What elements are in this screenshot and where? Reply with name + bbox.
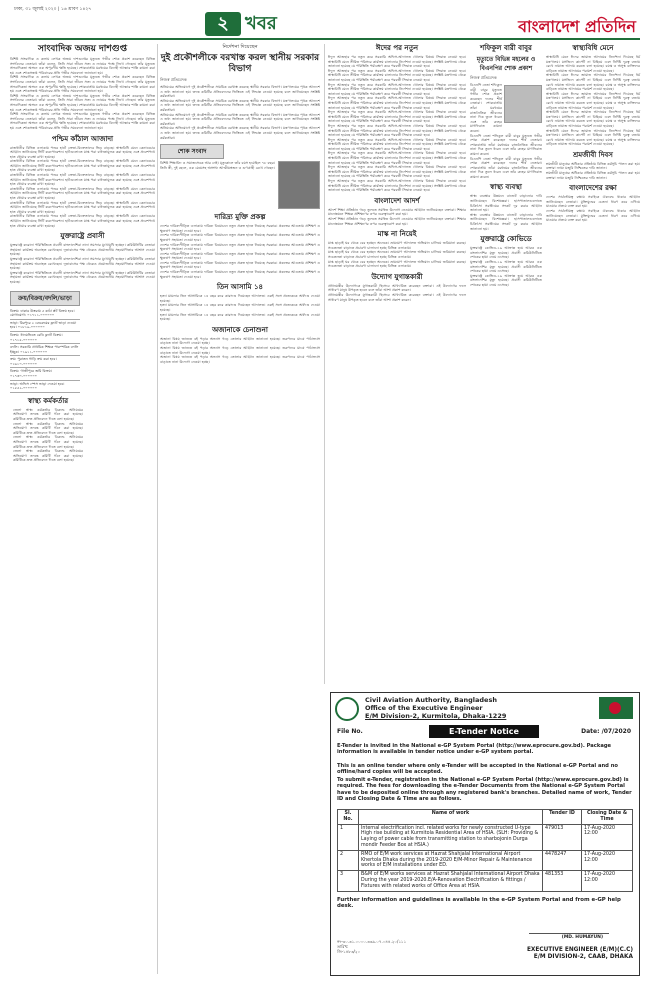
- table-cell: Internal electrification incl. related works for newly constructed U-type High rise building at Kurmitola Residential Area of HSIA. (SLH: Providing & Laying of power cable from transmitting station to sharbojonin Durga mondir Feeder Box at HSIA.): [359, 824, 543, 850]
- article-title: উদ্যোগ যুগান্তকারী: [371, 272, 423, 281]
- tender-date: Date: /07/2020: [581, 728, 631, 735]
- classified-item: ভাড়া: মিরপুরে ২ বেডরুমের ফ্ল্যাট ভাড়া দেওয়া হবে। ০১৮১৯-০০০০০০: [10, 320, 80, 332]
- article-body: যুক্তরাষ্ট্রে কোভিড-১৯ আক্রান্ত হয়ে আরও এক বাংলাদেশির মৃত্যু হয়েছে। প্রবাসী কমিউনিটিতে শোকের ছায়া নেমে এসেছে।: [470, 246, 542, 260]
- article: [546, 44, 640, 147]
- article: [470, 183, 542, 231]
- article: [328, 230, 466, 269]
- article-body: প্রধানমন্ত্রীর উদ্যোগকে যুগান্তকারী হিসেবে আখ্যায়িত করেছেন বক্তারা। এই উদ্যোগের ফলে সাধারণ মানুষ উপকৃত হবেন বলে তাঁরা আশা প্রকাশ করেন।: [328, 283, 466, 293]
- column-1: [10, 44, 155, 467]
- article-body: বিএনপি নেতা শফিকুল বারী বাবুর মৃত্যুতে গভীর শোক প্রকাশ করেছেন দলের শীর্ষ নেতারা। শোকবার্তায় তাঁরা মরহুমের রাজনৈতিক জীবনের নানা দিক তুলে ধরেন এবং তাঁর রুহের মাগফিরাত কামনা করেন।: [470, 83, 502, 133]
- column-header: Tender ID: [543, 810, 582, 825]
- header-rule: [10, 38, 640, 40]
- article-body: মাস্ক ছাড়াই ঘর থেকে বের হচ্ছেন অনেকে। ভ্রাম্যমাণ আদালত অভিযান চালিয়ে জরিমানা করছে। সচেতনতা বাড়াতে প্রচারণা চালানো হচ্ছে বিভিন্ন এলাকায়।: [328, 241, 466, 250]
- column-header: Closing Date & Time: [582, 810, 633, 825]
- column-divider: [157, 44, 158, 974]
- column-header: Sl. No.: [338, 810, 359, 825]
- article-body: স্বাস্থ্য ব্যবস্থার উন্নয়নে বাজেট বাড়ানোর দাবি জানিয়েছেন বিশেষজ্ঞরা। হাসপাতালগুলোতে চিকিৎসা সরঞ্জামের সংকট দূর করার আহ্বান জানানো হয়।: [470, 194, 542, 213]
- article-body: স্বাস্থ্যবিধি মেনে ঈদের জামাত আদায়ের নির্দেশনা দিয়েছে ধর্ম মন্ত্রণালয়। মসজিদে কার্পেট না বিছিয়ে এবং নির্দিষ্ট দূরত্ব বজায় রেখে নামাজ আদায় করতে বলা হয়েছে। বয়স্ক ও অসুস্থ ব্যক্তিদের বাড়িতে নামাজ আদায়ের পরামর্শ দেওয়া হয়েছে।: [546, 91, 640, 110]
- table-cell: 17-Aug-2020 12:00: [582, 871, 633, 891]
- article-body: স্বাস্থ্যবিধি মেনে ঈদের জামাত আদায়ের নির্দেশনা দিয়েছে ধর্ম মন্ত্রণালয়। মসজিদে কার্পেট না বিছিয়ে এবং নির্দিষ্ট দূরত্ব বজায় রেখে নামাজ আদায় করতে বলা হয়েছে। বয়স্ক ও অসুস্থ ব্যক্তিদের বাড়িতে নামাজ আদায়ের পরামর্শ দেওয়া হয়েছে।: [546, 73, 640, 92]
- article-body: দেশের সার্বভৌমত্ব রক্ষায় সবাইকে ঐক্যবদ্ধ থাকার আহ্বান জানিয়েছেন নেতারা। মুক্তিযুদ্ধের চেতনা ধারণ করে এগিয়ে যাওয়ার প্রত্যয় ব্যক্ত করা হয়।: [546, 209, 640, 223]
- newspaper-logo: বাংলাদেশ প্রতিদিন: [518, 17, 636, 36]
- article-body: অনিয়মের অভিযোগে দুই প্রকৌশলীকে সাময়িক বরখাস্ত করেছে স্থানীয় সরকার বিভাগ। মন্ত্রণালয়ের পৃথক আদেশে এ তথ্য জানানো হয়। তদন্ত কমিটির প্রতিবেদনের ভিত্তিতে এই সিদ্ধান্ত নেওয়া হয়েছে বলে জানিয়েছেন সংশ্লিষ্ট কর্মকর্তারা।: [160, 98, 320, 112]
- article-body: অনিয়মের অভিযোগে দুই প্রকৌশলীকে সাময়িক বরখাস্ত করেছে স্থানীয় সরকার বিভাগ। মন্ত্রণালয়ের পৃথক আদেশে এ তথ্য জানানো হয়। তদন্ত কমিটির প্রতিবেদনের ভিত্তিতে এই সিদ্ধান্ত নেওয়া হয়েছে বলে জানিয়েছেন সংশ্লিষ্ট কর্মকর্তারা।: [160, 85, 320, 99]
- article-body: ঈদুল আজহার পর নতুন করে সরকারি অফিস-আদালত খোলার বিষয়ে সিদ্ধান্ত নেওয়া হবে। স্বাস্থ্যবিধি মেনে সীমিত পরিসরে কার্যক্রম চালানোর নির্দেশনা দেওয়া হয়েছে। সংশ্লিষ্ট মন্ত্রণালয় থেকে জানানো হয়েছে যে পরিস্থিতি পর্যবেক্ষণ করে পরবর্তী সিদ্ধান্ত নেওয়া হবে।: [328, 82, 466, 96]
- article-body: বিশিষ্ট সাংবাদিক ও কলাম লেখক অজয় দাশগুপ্তের মৃত্যুতে গভীর শোক প্রকাশ করেছেন বিভিন্ন সংগঠনের নেতারা। তাঁরা বলেন, তিনি সারা জীবন সত্য ও ন্যায়ের পক্ষে লিখে গেছেন। তাঁর মৃত্যুতে সাংবাদিকতা অঙ্গনে এক অপূরণীয় ক্ষতি হয়েছে। শোকবার্তায় মরহুমের বিদেহী আত্মার শান্তি কামনা করা হয় এবং শোকসন্তপ্ত পরিবারের প্রতি গভীর সমবেদনা জানানো হয়।: [10, 57, 155, 75]
- classified-item: বদলি: সরকারি প্রাথমিক শিক্ষক পারস্পরিক বদলি ইচ্ছুক। ০১৯১১-০০০০০০: [10, 344, 80, 356]
- article-title: যুক্তরাষ্ট্রে কোভিডে: [480, 235, 532, 244]
- article-body: আদর্শ শিক্ষা প্রতিষ্ঠান গড়ে তুলতে সমন্বিত উদ্যোগ নেওয়ার আহ্বান জানিয়েছেন বক্তারা। শিক্ষার মানোন্নয়নে শিক্ষক প্রশিক্ষণের ওপর গুরুত্বারোপ করা হয়।: [328, 217, 466, 226]
- article-body: ঈদুল আজহার পর নতুন করে সরকারি অফিস-আদালত খোলার বিষয়ে সিদ্ধান্ত নেওয়া হবে। স্বাস্থ্যবিধি মেনে সীমিত পরিসরে কার্যক্রম চালানোর নির্দেশনা দেওয়া হয়েছে। সংশ্লিষ্ট মন্ত্রণালয় থেকে জানানো হয়েছে যে পরিস্থিতি পর্যবেক্ষণ করে পরবর্তী সিদ্ধান্ত নেওয়া হবে।: [328, 123, 466, 138]
- article: [470, 44, 542, 179]
- article: [10, 232, 155, 284]
- article-byline: নিজস্ব প্রতিবেদক: [470, 75, 497, 80]
- article: [328, 197, 466, 226]
- article-body: দেশের দারিদ্র্যপীড়িত এলাকায় দারিদ্র্য বিমোচনে নতুন প্রকল্প হাতে নিয়েছে সরকার। প্রকল্পের আওতায় প্রশিক্ষণ ও ক্ষুদ্রঋণ সহায়তা দেওয়া হবে।: [160, 260, 320, 270]
- article-body: রাজধানীর বিভিন্ন এলাকায় পশুর হাটে ক্রেতা-বিক্রেতাদের ভিড় বাড়ছে। স্বাস্থ্যবিধি মেনে কেনাবেচার আহ্বান জানিয়েছে সিটি করপোরেশন। হাটগুলোতে মাস্ক পরা বাধ্যতামূলক করা হয়েছে এবং প্রবেশপথে হাত ধোয়ার ব্যবস্থা রাখা হয়েছে।: [10, 173, 155, 187]
- article-title: স্বাস্থ্য কর্মকর্তার: [27, 396, 69, 405]
- article-body: বিএনপি নেতা শফিকুল বারী বাবুর মৃত্যুতে গভীর শোক প্রকাশ করেছেন দলের শীর্ষ নেতারা। শোকবার্তায় তাঁরা মরহুমের রাজনৈতিক জীবনের নানা দিক তুলে ধরেন এবং তাঁর রুহের মাগফিরাত কামনা করেন।: [470, 133, 542, 156]
- column-3: [328, 44, 466, 306]
- article-body: রাজধানীর বিভিন্ন এলাকায় পশুর হাটে ক্রেতা-বিক্রেতাদের ভিড় বাড়ছে। স্বাস্থ্যবিধি মেনে কেনাবেচার আহ্বান জানিয়েছে সিটি করপোরেশন। হাটগুলোতে মাস্ক পরা বাধ্যতামূলক করা হয়েছে এবং প্রবেশপথে হাত ধোয়ার ব্যবস্থা রাখা হয়েছে।: [10, 200, 155, 214]
- article-body: মাস্ক ছাড়াই ঘর থেকে বের হচ্ছেন অনেকে। ভ্রাম্যমাণ আদালত অভিযান চালিয়ে জরিমানা করছে। সচেতনতা বাড়াতে প্রচারণা চালানো হচ্ছে বিভিন্ন এলাকায়।: [328, 259, 466, 269]
- article: [160, 144, 320, 209]
- table-cell: 17-Aug-2020 12:00: [582, 850, 633, 870]
- classified-item: ক্রয়: পুরাতন গাড়ি ক্রয় করা হবে। ০১৬১০-০০০০০০: [10, 356, 80, 368]
- article-body: অনিয়মের অভিযোগে দুই প্রকৌশলীকে সাময়িক বরখাস্ত করেছে স্থানীয় সরকার বিভাগ। মন্ত্রণালয়ের পৃথক আদেশে এ তথ্য জানানো হয়। তদন্ত কমিটির প্রতিবেদনের ভিত্তিতে এই সিদ্ধান্ত নেওয়া হয়েছে বলে জানিয়েছেন সংশ্লিষ্ট কর্মকর্তারা।: [160, 126, 320, 140]
- article-kicker: নির্দেশনা দিয়েছেন: [222, 44, 258, 50]
- tender-title: E-Tender Notice: [429, 725, 539, 738]
- article-body: ঈদুল আজহার পর নতুন করে সরকারি অফিস-আদালত খোলার বিষয়ে সিদ্ধান্ত নেওয়া হবে। স্বাস্থ্যবিধি মেনে সীমিত পরিসরে কার্যক্রম চালানোর নির্দেশনা দেওয়া হয়েছে। সংশ্লিষ্ট মন্ত্রণালয় থেকে জানানো হয়েছে যে পরিস্থিতি পর্যবেক্ষণ করে পরবর্তী সিদ্ধান্ত নেওয়া হবে।: [328, 151, 466, 165]
- tender-table: [337, 809, 633, 892]
- page-number: ২: [205, 12, 241, 36]
- table-cell: B&M of E/M works services at Hazrat Shahjalal International Airport Dhaka During the year 2019-2020.E/A-Renovation Electrification & fittings / Fixtures with related works of Office Area at HSIA.: [359, 871, 543, 891]
- article-body: যুক্তরাষ্ট্রে করোনা পরিস্থিতিতে প্রবাসী বাংলাদেশিরা নানা সমস্যার মুখোমুখি হচ্ছেন। কমিউনিটির নেতারা সহায়তা কার্যক্রম অব্যাহত রেখেছেন। দূতাবাসের পক্ষ থেকেও প্রয়োজনীয় সহযোগিতার আশ্বাস দেওয়া হয়েছে।: [10, 270, 155, 284]
- bangladesh-flag-icon: [599, 697, 633, 719]
- article-title: মাস্ক না নিয়েই: [377, 230, 417, 239]
- article: [160, 213, 320, 279]
- exec-title: EXECUTIVE ENGINEER (E/M)(C.C): [526, 947, 633, 953]
- article-body: দেশের দারিদ্র্যপীড়িত এলাকায় দারিদ্র্য বিমোচনে নতুন প্রকল্প হাতে নিয়েছে সরকার। প্রকল্পের আওতায় প্রশিক্ষণ ও ক্ষুদ্রঋণ সহায়তা দেওয়া হবে।: [160, 224, 320, 233]
- column-4: [470, 44, 542, 292]
- article-title: স্বাস্থ্যবিধি মেনে: [572, 44, 614, 52]
- article-body: দেশের দারিদ্র্যপীড়িত এলাকায় দারিদ্র্য বিমোচনে নতুন প্রকল্প হাতে নিয়েছে সরকার। প্রকল্পের আওতায় প্রশিক্ষণ ও ক্ষুদ্রঋণ সহায়তা দেওয়া হবে।: [160, 242, 320, 252]
- table-cell: 479013: [543, 824, 582, 850]
- article-body: যুক্তরাষ্ট্রে কোভিড-১৯ আক্রান্ত হয়ে আরও এক বাংলাদেশির মৃত্যু হয়েছে। প্রবাসী কমিউনিটিতে শোকের ছায়া নেমে এসেছে।: [470, 273, 542, 287]
- classifieds-heading: ক্রয়/বিক্রয়/বদলি/ভাড়া: [10, 291, 80, 306]
- article: [546, 151, 640, 180]
- article-title: যুক্তরাষ্ট্রে প্রবাসী: [60, 232, 105, 241]
- classified-item: বিক্রয়: ঢাকার উত্তরায় ৫ কাঠা প্লট বিক্রয় হবে। যোগাযোগ: ০১৭১১-০০০০০০: [10, 308, 80, 320]
- article-body: মাস্ক ছাড়াই ঘর থেকে বের হচ্ছেন অনেকে। ভ্রাম্যমাণ আদালত অভিযান চালিয়ে জরিমানা করছে। সচেতনতা বাড়াতে প্রচারণা চালানো হচ্ছে বিভিন্ন এলাকায়।: [328, 250, 466, 259]
- article-body: ঈদুল আজহার পর নতুন করে সরকারি অফিস-আদালত খোলার বিষয়ে সিদ্ধান্ত নেওয়া হবে। স্বাস্থ্যবিধি মেনে সীমিত পরিসরে কার্যক্রম চালানোর নির্দেশনা দেওয়া হয়েছে। সংশ্লিষ্ট মন্ত্রণালয় থেকে জানানো হয়েছে যে পরিস্থিতি পর্যবেক্ষণ করে পরবর্তী সিদ্ধান্ত নেওয়া হবে।: [328, 110, 466, 124]
- caab-emblem-icon: [335, 697, 359, 721]
- tender-notice-ad: [330, 692, 640, 976]
- article-body: রাজধানীর বিভিন্ন এলাকায় পশুর হাটে ক্রেতা-বিক্রেতাদের ভিড় বাড়ছে। স্বাস্থ্যবিধি মেনে কেনাবেচার আহ্বান জানিয়েছে সিটি করপোরেশন। হাটগুলোতে মাস্ক পরা বাধ্যতামূলক করা হয়েছে এবং প্রবেশপথে হাত ধোয়ার ব্যবস্থা রাখা হয়েছে।: [10, 159, 155, 173]
- table-row: [338, 871, 633, 891]
- date-line: ঢাকা, ৩১ জুলাই ২০২০ | ১৬ শ্রাবণ ১৪২৭: [14, 7, 92, 12]
- table-cell: 1: [338, 824, 359, 850]
- article-body: বিশিষ্ট শিক্ষাবিদ ও সমাজসেবক আর নেই। মৃত্যুকালে তাঁর বয়স হয়েছিল ৭৮ বছর। তিনি স্ত্রী, দুই ছেলে, এক মেয়েসহ অসংখ্য আত্মীয়স্বজন ও গুণগ্রাহী রেখে গেছেন।: [160, 161, 275, 170]
- portrait-photo: [278, 161, 320, 209]
- tender-paragraph: This is an online tender where only e-Tender will be accepted in the National e-GP Portal and no offline/hard copies will be accepted.: [337, 763, 618, 776]
- signer-name: (MD. HUMAYUN): [561, 935, 603, 940]
- article-body: বিশিষ্ট সাংবাদিক ও কলাম লেখক অজয় দাশগুপ্তের মৃত্যুতে গভীর শোক প্রকাশ করেছেন বিভিন্ন সংগঠনের নেতারা। তাঁরা বলেন, তিনি সারা জীবন সত্য ও ন্যায়ের পক্ষে লিখে গেছেন। তাঁর মৃত্যুতে সাংবাদিকতা অঙ্গনে এক অপূরণীয় ক্ষতি হয়েছে। শোকবার্তায় মরহুমের বিদেহী আত্মার শান্তি কামনা করা হয় এবং শোকসন্তপ্ত পরিবারের প্রতি গভীর সমবেদনা জানানো হয়।: [10, 75, 155, 94]
- signature: [529, 919, 609, 934]
- article-body: স্বাস্থ্যবিধি মেনে ঈদের জামাত আদায়ের নির্দেশনা দিয়েছে ধর্ম মন্ত্রণালয়। মসজিদে কার্পেট না বিছিয়ে এবং নির্দিষ্ট দূরত্ব বজায় রেখে নামাজ আদায় করতে বলা হয়েছে। বয়স্ক ও অসুস্থ ব্যক্তিদের বাড়িতে নামাজ আদায়ের পরামর্শ দেওয়া হয়েছে।: [546, 128, 640, 147]
- table-header-row: [338, 810, 633, 825]
- article-body: ঈদুল আজহার পর নতুন করে সরকারি অফিস-আদালত খোলার বিষয়ে সিদ্ধান্ত নেওয়া হবে। স্বাস্থ্যবিধি মেনে সীমিত পরিসরে কার্যক্রম চালানোর নির্দেশনা দেওয়া হয়েছে। সংশ্লিষ্ট মন্ত্রণালয় থেকে জানানো হয়েছে যে পরিস্থিতি পর্যবেক্ষণ করে পরবর্তী সিদ্ধান্ত নেওয়া হবে।: [328, 179, 466, 193]
- article-title: দুই প্রকৌশলীকে বরখাস্ত করল স্থানীয় সরকার বিভাগ: [160, 53, 320, 74]
- article-body: হত্যা মামলার তিন আসামিকে ১৪ বছর করে কারাদণ্ড দিয়েছেন আদালত। একই সঙ্গে প্রত্যেককে অর্থদণ্ড দেওয়া হয়েছে।: [160, 303, 320, 313]
- article-body: দেশের দারিদ্র্যপীড়িত এলাকায় দারিদ্র্য বিমোচনে নতুন প্রকল্প হাতে নিয়েছে সরকার। প্রকল্পের আওতায় প্রশিক্ষণ ও ক্ষুদ্রঋণ সহায়তা দেওয়া হবে।: [160, 233, 320, 242]
- article: [328, 273, 466, 302]
- article-body: অজানা বিষয় জানতে বই পড়ার অভ্যাস গড়ে তোলার আহ্বান জানানো হয়েছে। তরুণদের মাঝে পাঠাভ্যাস বাড়াতে নানা উদ্যোগ নেওয়া হচ্ছে।: [160, 346, 320, 355]
- article-body: জেলা স্বাস্থ্য কর্মকর্তার বিরুদ্ধে অনিয়মের অভিযোগ তদন্তে কমিটি গঠন করা হয়েছে। কমিটিকে দ্রুত প্রতিবেদন দিতে বলা হয়েছে।: [13, 435, 83, 449]
- article-body: স্বাস্থ্য ব্যবস্থার উন্নয়নে বাজেট বাড়ানোর দাবি জানিয়েছেন বিশেষজ্ঞরা। হাসপাতালগুলোতে চিকিৎসা সরঞ্জামের সংকট দূর করার আহ্বান জানানো হয়।: [470, 212, 542, 231]
- table-cell: 17-Aug-2020 12:00: [582, 824, 633, 850]
- article-body: হত্যা মামলার তিন আসামিকে ১৪ বছর করে কারাদণ্ড দিয়েছেন আদালত। একই সঙ্গে প্রত্যেককে অর্থদণ্ড দেওয়া হয়েছে।: [160, 294, 320, 303]
- article: [10, 44, 155, 131]
- article-body: অজানা বিষয় জানতে বই পড়ার অভ্যাস গড়ে তোলার আহ্বান জানানো হয়েছে। তরুণদের মাঝে পাঠাভ্যাস বাড়াতে নানা উদ্যোগ নেওয়া হচ্ছে।: [160, 355, 320, 364]
- classifieds: [10, 289, 80, 393]
- article: [470, 235, 542, 287]
- tender-file-no: File No.: [337, 728, 363, 735]
- article-body: যুক্তরাষ্ট্রে করোনা পরিস্থিতিতে প্রবাসী বাংলাদেশিরা নানা সমস্যার মুখোমুখি হচ্ছেন। কমিউনিটির নেতারা সহায়তা কার্যক্রম অব্যাহত রেখেছেন। দূতাবাসের পক্ষ থেকেও প্রয়োজনীয় সহযোগিতার আশ্বাস দেওয়া হয়েছে।: [10, 256, 155, 271]
- article-body: দেশের দারিদ্র্যপীড়িত এলাকায় দারিদ্র্য বিমোচনে নতুন প্রকল্প হাতে নিয়েছে সরকার। প্রকল্পের আওতায় প্রশিক্ষণ ও ক্ষুদ্রঋণ সহায়তা দেওয়া হবে।: [160, 270, 320, 279]
- article: [328, 44, 466, 193]
- page-header: [0, 12, 650, 38]
- executive-engineer: [527, 947, 633, 961]
- article-body: দেশের সার্বভৌমত্ব রক্ষায় সবাইকে ঐক্যবদ্ধ থাকার আহ্বান জানিয়েছেন নেতারা। মুক্তিযুদ্ধের চেতনা ধারণ করে এগিয়ে যাওয়ার প্রত্যয় ব্যক্ত করা হয়।: [546, 195, 640, 209]
- article-body: যুক্তরাষ্ট্রে করোনা পরিস্থিতিতে প্রবাসী বাংলাদেশিরা নানা সমস্যার মুখোমুখি হচ্ছেন। কমিউনিটির নেতারা সহায়তা কার্যক্রম অব্যাহত রেখেছেন। দূতাবাসের পক্ষ থেকেও প্রয়োজনীয় সহযোগিতার আশ্বাস দেওয়া হয়েছে।: [10, 243, 155, 257]
- article-body: স্বাস্থ্যবিধি মেনে ঈদের জামাত আদায়ের নির্দেশনা দিয়েছে ধর্ম মন্ত্রণালয়। মসজিদে কার্পেট না বিছিয়ে এবং নির্দিষ্ট দূরত্ব বজায় রেখে নামাজ আদায় করতে বলা হয়েছে। বয়স্ক ও অসুস্থ ব্যক্তিদের বাড়িতে নামাজ আদায়ের পরামর্শ দেওয়া হয়েছে।: [546, 55, 640, 73]
- article-body: রাজধানীর বিভিন্ন এলাকায় পশুর হাটে ক্রেতা-বিক্রেতাদের ভিড় বাড়ছে। স্বাস্থ্যবিধি মেনে কেনাবেচার আহ্বান জানিয়েছে সিটি করপোরেশন। হাটগুলোতে মাস্ক পরা বাধ্যতামূলক করা হয়েছে এবং প্রবেশপথে হাত ধোয়ার ব্যবস্থা রাখা হয়েছে।: [10, 145, 155, 159]
- article-title: বাংলাদেশ আদর্শ: [374, 196, 420, 205]
- memo-number: নং-৩০.৩১.০০০০.৩৩৯.০৭.০৪৪.২০/১১১ তারিখ: জি-১৪৮৩/২০: [337, 939, 407, 954]
- article-body: যুক্তরাষ্ট্রে কোভিড-১৯ আক্রান্ত হয়ে আরও এক বাংলাদেশির মৃত্যু হয়েছে। প্রবাসী কমিউনিটিতে শোকের ছায়া নেমে এসেছে।: [470, 260, 542, 274]
- table-cell: RMO of E/M work services at Hazrat Shahjalal International Airport Khertola Dhaka during the 2019-2020 E/M-Minor Repair & Maintenance works of E/M installations under ED.: [359, 850, 543, 870]
- portrait-photo: [504, 85, 542, 123]
- article-title: শোক সংবাদ: [160, 144, 224, 159]
- article: [160, 44, 320, 140]
- article-subtitle: মৃত্যুতে বিভিন্ন মহলের ও বিএনপির শোক প্রকাশ: [476, 56, 536, 72]
- column-divider: [324, 44, 325, 684]
- article-title: শফিকুল বারী বাবুর: [480, 44, 532, 52]
- article-body: জেলা স্বাস্থ্য কর্মকর্তার বিরুদ্ধে অনিয়মের অভিযোগ তদন্তে কমিটি গঠন করা হয়েছে। কমিটিকে দ্রুত প্রতিবেদন দিতে বলা হয়েছে।: [13, 407, 83, 422]
- tender-paragraph: E-Tender is invited in the National e-GP System Portal (http://www.eprocure.gov.bd). Package information is available in tender notice under e-GP system portal.: [337, 743, 612, 756]
- article: [546, 184, 640, 223]
- org-division: E/M Division-2, Kurmitola, Dhaka-1229: [365, 712, 507, 720]
- article-body: শ্রমজীবী মানুষের অধিকার প্রতিষ্ঠায় বিভিন্ন কর্মসূচি পালন করা হয়। বক্তারা ন্যায্য মজুরি নিশ্চিতের দাবি জানান।: [546, 161, 640, 171]
- article-body: হত্যা মামলার তিন আসামিকে ১৪ বছর করে কারাদণ্ড দিয়েছেন আদালত। একই সঙ্গে প্রত্যেককে অর্থদণ্ড দেওয়া হয়েছে।: [160, 312, 320, 322]
- article-body: জেলা স্বাস্থ্য কর্মকর্তার বিরুদ্ধে অনিয়মের অভিযোগ তদন্তে কমিটি গঠন করা হয়েছে। কমিটিকে দ্রুত প্রতিবেদন দিতে বলা হয়েছে।: [13, 449, 83, 463]
- table-row: [338, 850, 633, 870]
- article-body: প্রধানমন্ত্রীর উদ্যোগকে যুগান্তকারী হিসেবে আখ্যায়িত করেছেন বক্তারা। এই উদ্যোগের ফলে সাধারণ মানুষ উপকৃত হবেন বলে তাঁরা আশা প্রকাশ করেন।: [328, 292, 466, 302]
- table-row: [338, 824, 633, 850]
- classified-item: বিক্রয়: গাজীপুরে জমি বিক্রয়। ০১৭৩০-০০০০০০: [10, 368, 80, 380]
- org-name: Civil Aviation Authority, Bangladesh: [365, 696, 497, 704]
- article-title: বাংলাদেশের রক্ষা: [569, 184, 617, 193]
- article-body: জেলা স্বাস্থ্য কর্মকর্তার বিরুদ্ধে অনিয়মের অভিযোগ তদন্তে কমিটি গঠন করা হয়েছে। কমিটিকে দ্রুত প্রতিবেদন দিতে বলা হয়েছে।: [13, 421, 83, 435]
- tender-paragraph: To submit e-Tender, registration in the National e-GP System Portal (http://www.eprocure.gov.bd) is required. The fees for downloading the e-Tender Documents from the National e-GP System Portal have to be deposited online through any registered bank's branches. Detailed name of work, Tender ID and Closing Date & Time are as follows.: [337, 777, 632, 802]
- article-body: অজানা বিষয় জানতে বই পড়ার অভ্যাস গড়ে তোলার আহ্বান জানানো হয়েছে। তরুণদের মাঝে পাঠাভ্যাস বাড়াতে নানা উদ্যোগ নেওয়া হচ্ছে।: [160, 336, 320, 346]
- article-body: ঈদুল আজহার পর নতুন করে সরকারি অফিস-আদালত খোলার বিষয়ে সিদ্ধান্ত নেওয়া হবে। স্বাস্থ্যবিধি মেনে সীমিত পরিসরে কার্যক্রম চালানোর নির্দেশনা দেওয়া হয়েছে। সংশ্লিষ্ট মন্ত্রণালয় থেকে জানানো হয়েছে যে পরিস্থিতি পর্যবেক্ষণ করে পরবর্তী সিদ্ধান্ত নেওয়া হবে।: [328, 68, 466, 82]
- article-body: অনিয়মের অভিযোগে দুই প্রকৌশলীকে সাময়িক বরখাস্ত করেছে স্থানীয় সরকার বিভাগ। মন্ত্রণালয়ের পৃথক আদেশে এ তথ্য জানানো হয়। তদন্ত কমিটির প্রতিবেদনের ভিত্তিতে এই সিদ্ধান্ত নেওয়া হয়েছে বলে জানিয়েছেন সংশ্লিষ্ট কর্মকর্তারা।: [160, 112, 320, 126]
- classified-item: ভাড়া: অফিস স্পেস ভাড়া দেওয়া হবে। ০১৫৫২-০০০০০০: [10, 381, 80, 393]
- article-body: ঈদুল আজহার পর নতুন করে সরকারি অফিস-আদালত খোলার বিষয়ে সিদ্ধান্ত নেওয়া হবে। স্বাস্থ্যবিধি মেনে সীমিত পরিসরে কার্যক্রম চালানোর নির্দেশনা দেওয়া হয়েছে। সংশ্লিষ্ট মন্ত্রণালয় থেকে জানানো হয়েছে যে পরিস্থিতি পর্যবেক্ষণ করে পরবর্তী সিদ্ধান্ত নেওয়া হবে।: [328, 96, 466, 110]
- column-2: [160, 44, 320, 368]
- article-title: অজানাকে চেনাশুনা: [212, 325, 268, 334]
- article-body: আদর্শ শিক্ষা প্রতিষ্ঠান গড়ে তুলতে সমন্বিত উদ্যোগ নেওয়ার আহ্বান জানিয়েছেন বক্তারা। শিক্ষার মানোন্নয়নে শিক্ষক প্রশিক্ষণের ওপর গুরুত্বারোপ করা হয়।: [328, 207, 466, 217]
- article-body: রাজধানীর বিভিন্ন এলাকায় পশুর হাটে ক্রেতা-বিক্রেতাদের ভিড় বাড়ছে। স্বাস্থ্যবিধি মেনে কেনাবেচার আহ্বান জানিয়েছে সিটি করপোরেশন। হাটগুলোতে মাস্ক পরা বাধ্যতামূলক করা হয়েছে এবং প্রবেশপথে হাত ধোয়ার ব্যবস্থা রাখা হয়েছে।: [10, 186, 155, 201]
- article: [13, 397, 83, 463]
- article-title: পশ্চিম কাঁঠাল আজাদা: [51, 134, 114, 143]
- article-body: স্বাস্থ্যবিধি মেনে ঈদের জামাত আদায়ের নির্দেশনা দিয়েছে ধর্ম মন্ত্রণালয়। মসজিদে কার্পেট না বিছিয়ে এবং নির্দিষ্ট দূরত্ব বজায় রেখে নামাজ আদায় করতে বলা হয়েছে। বয়স্ক ও অসুস্থ ব্যক্তিদের বাড়িতে নামাজ আদায়ের পরামর্শ দেওয়া হয়েছে।: [546, 110, 640, 128]
- table-cell: 481353: [543, 871, 582, 891]
- article-title: দারিদ্র্য মুক্তি প্রকল্প: [214, 213, 266, 222]
- article: [160, 283, 320, 322]
- article-title: সাংবাদিক অজয় দাশগুপ্ত: [37, 44, 128, 54]
- article-title: শ্রমজীবী দিবস: [573, 150, 613, 159]
- table-cell: 3: [338, 871, 359, 891]
- article-body: বিশিষ্ট সাংবাদিক ও কলাম লেখক অজয় দাশগুপ্তের মৃত্যুতে গভীর শোক প্রকাশ করেছেন বিভিন্ন সংগঠনের নেতারা। তাঁরা বলেন, তিনি সারা জীবন সত্য ও ন্যায়ের পক্ষে লিখে গেছেন। তাঁর মৃত্যুতে সাংবাদিকতা অঙ্গনে এক অপূরণীয় ক্ষতি হয়েছে। শোকবার্তায় মরহুমের বিদেহী আত্মার শান্তি কামনা করা হয় এবং শোকসন্তপ্ত পরিবারের প্রতি গভীর সমবেদনা জানানো হয়।: [10, 93, 155, 112]
- tender-footer: Further information and guidelines is available in the e-GP System Portal and from e-GP help desk.: [337, 897, 621, 910]
- article-title: ঈদের পর নতুন: [376, 44, 418, 52]
- column-5: [546, 44, 640, 227]
- section-title: খবর: [245, 13, 277, 34]
- article-byline: নিজস্ব প্রতিবেদক: [160, 77, 187, 82]
- article: [160, 326, 320, 365]
- exec-division: E/M DIVISION-2, CAAB, DHAKA: [533, 954, 633, 960]
- classified-item: বিক্রয়: ধানমন্ডিতে রেডি ফ্ল্যাট বিক্রয়। ০১৭১৫-০০০০০০: [10, 332, 80, 344]
- article-title: স্বাস্থ্য ব্যবস্থা: [490, 183, 522, 192]
- table-cell: 4478247: [543, 850, 582, 870]
- article-body: শ্রমজীবী মানুষের অধিকার প্রতিষ্ঠায় বিভিন্ন কর্মসূচি পালন করা হয়। বক্তারা ন্যায্য মজুরি নিশ্চিতের দাবি জানান।: [546, 171, 640, 180]
- article-body: দেশের দারিদ্র্যপীড়িত এলাকায় দারিদ্র্য বিমোচনে নতুন প্রকল্প হাতে নিয়েছে সরকার। প্রকল্পের আওতায় প্রশিক্ষণ ও ক্ষুদ্রঋণ সহায়তা দেওয়া হবে।: [160, 251, 320, 261]
- article-title: তিন আসামি ১৪: [216, 283, 264, 292]
- table-cell: 2: [338, 850, 359, 870]
- article-body: বিএনপি নেতা শফিকুল বারী বাবুর মৃত্যুতে গভীর শোক প্রকাশ করেছেন দলের শীর্ষ নেতারা। শোকবার্তায় তাঁরা মরহুমের রাজনৈতিক জীবনের নানা দিক তুলে ধরেন এবং তাঁর রুহের মাগফিরাত কামনা করেন।: [470, 156, 542, 179]
- article: [10, 135, 155, 229]
- article-body: ঈদুল আজহার পর নতুন করে সরকারি অফিস-আদালত খোলার বিষয়ে সিদ্ধান্ত নেওয়া হবে। স্বাস্থ্যবিধি মেনে সীমিত পরিসরে কার্যক্রম চালানোর নির্দেশনা দেওয়া হয়েছে। সংশ্লিষ্ট মন্ত্রণালয় থেকে জানানো হয়েছে যে পরিস্থিতি পর্যবেক্ষণ করে পরবর্তী সিদ্ধান্ত নেওয়া হবে।: [328, 55, 466, 69]
- org-office: Office of the Executive Engineer: [365, 704, 483, 712]
- article-body: ঈদুল আজহার পর নতুন করে সরকারি অফিস-আদালত খোলার বিষয়ে সিদ্ধান্ত নেওয়া হবে। স্বাস্থ্যবিধি মেনে সীমিত পরিসরে কার্যক্রম চালানোর নির্দেশনা দেওয়া হয়েছে। সংশ্লিষ্ট মন্ত্রণালয় থেকে জানানো হয়েছে যে পরিস্থিতি পর্যবেক্ষণ করে পরবর্তী সিদ্ধান্ত নেওয়া হবে।: [328, 165, 466, 179]
- article-body: ঈদুল আজহার পর নতুন করে সরকারি অফিস-আদালত খোলার বিষয়ে সিদ্ধান্ত নেওয়া হবে। স্বাস্থ্যবিধি মেনে সীমিত পরিসরে কার্যক্রম চালানোর নির্দেশনা দেওয়া হয়েছে। সংশ্লিষ্ট মন্ত্রণালয় থেকে জানানো হয়েছে যে পরিস্থিতি পর্যবেক্ষণ করে পরবর্তী সিদ্ধান্ত নেওয়া হবে।: [328, 137, 466, 151]
- article-body: বিশিষ্ট সাংবাদিক ও কলাম লেখক অজয় দাশগুপ্তের মৃত্যুতে গভীর শোক প্রকাশ করেছেন বিভিন্ন সংগঠনের নেতারা। তাঁরা বলেন, তিনি সারা জীবন সত্য ও ন্যায়ের পক্ষে লিখে গেছেন। তাঁর মৃত্যুতে সাংবাদিকতা অঙ্গনে এক অপূরণীয় ক্ষতি হয়েছে। শোকবার্তায় মরহুমের বিদেহী আত্মার শান্তি কামনা করা হয় এবং শোকসন্তপ্ত পরিবারের প্রতি গভীর সমবেদনা জানানো হয়।: [10, 112, 155, 130]
- column-header: Name of work: [359, 810, 543, 825]
- article-body: রাজধানীর বিভিন্ন এলাকায় পশুর হাটে ক্রেতা-বিক্রেতাদের ভিড় বাড়ছে। স্বাস্থ্যবিধি মেনে কেনাবেচার আহ্বান জানিয়েছে সিটি করপোরেশন। হাটগুলোতে মাস্ক পরা বাধ্যতামূলক করা হয়েছে এবং প্রবেশপথে হাত ধোয়ার ব্যবস্থা রাখা হয়েছে।: [10, 214, 155, 228]
- tender-organization: [365, 696, 506, 720]
